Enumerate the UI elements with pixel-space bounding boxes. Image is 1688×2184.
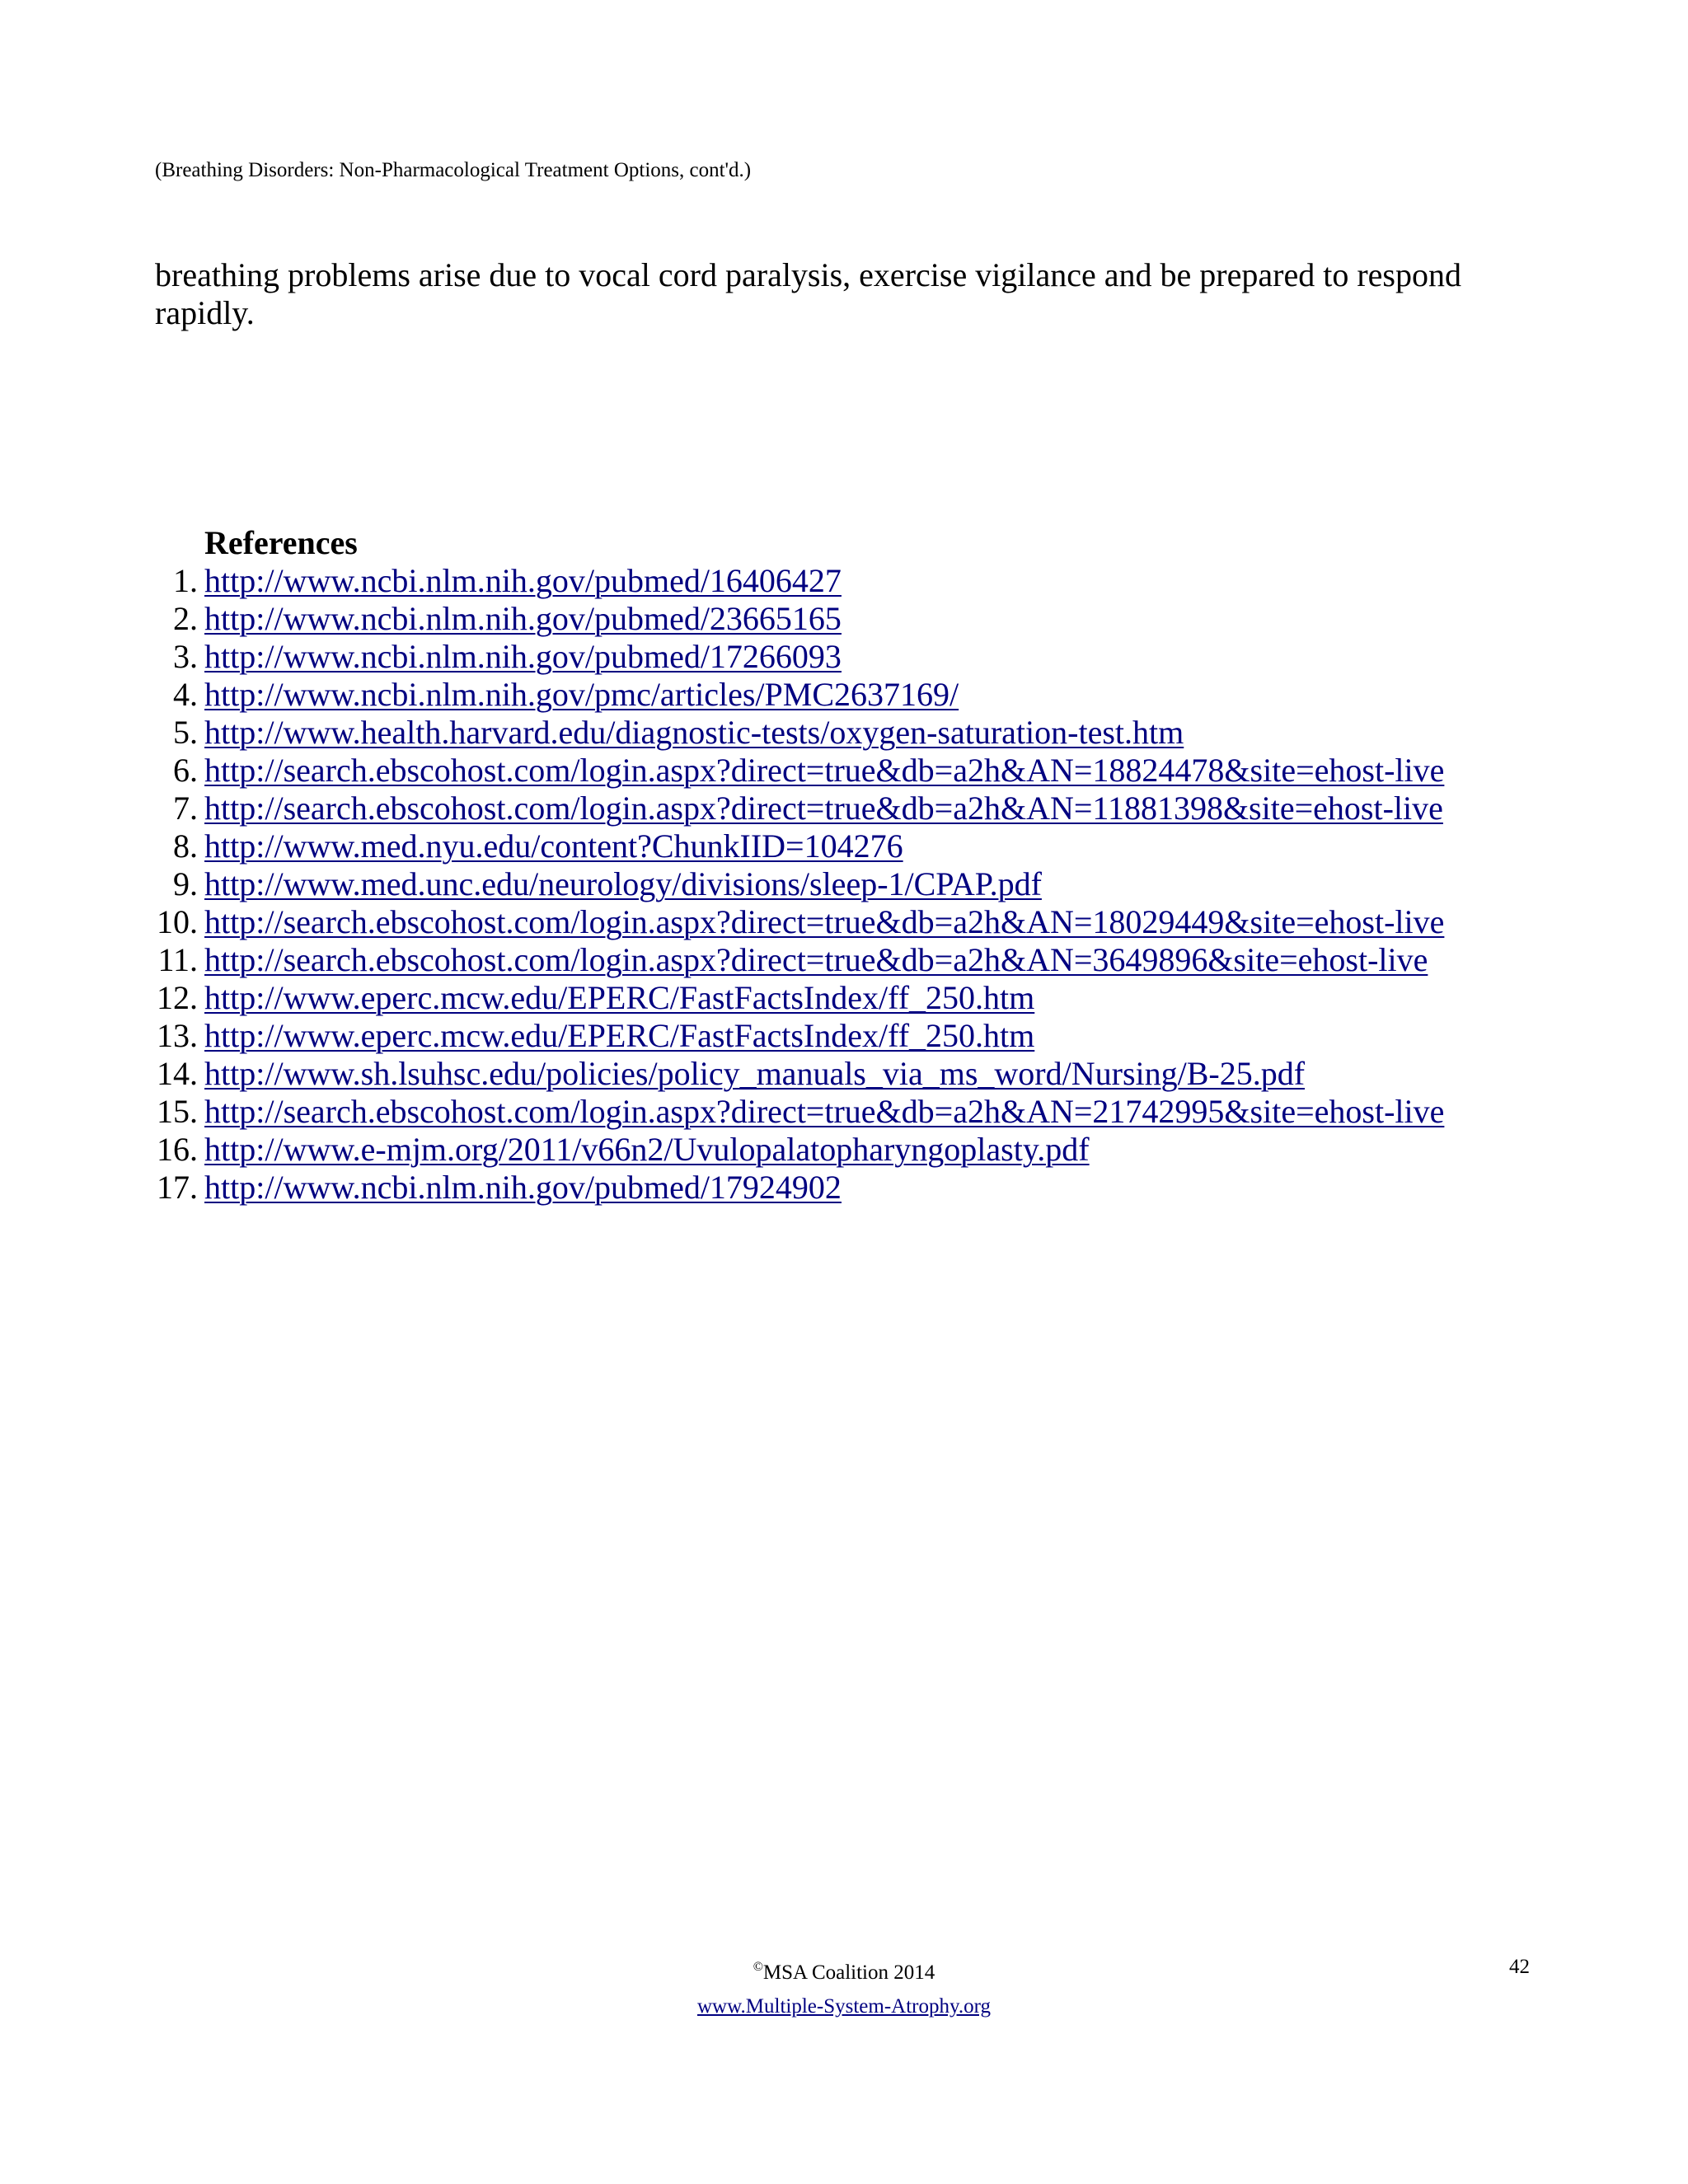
reference-link[interactable]: http://search.ebscohost.com/login.aspx?direct=true&db=a2h&AN=18824478&site=ehost-live xyxy=(204,752,1445,789)
reference-link[interactable]: http://www.ncbi.nlm.nih.gov/pubmed/16406427 xyxy=(204,562,842,599)
reference-link[interactable]: http://www.health.harvard.edu/diagnostic-tests/oxygen-saturation-test.htm xyxy=(204,714,1184,751)
reference-number: 6. xyxy=(173,752,198,789)
reference-link[interactable]: http://search.ebscohost.com/login.aspx?direct=true&db=a2h&AN=11881398&site=ehost-live xyxy=(204,790,1443,827)
reference-number: 15. xyxy=(157,1093,198,1130)
reference-link[interactable]: http://www.ncbi.nlm.nih.gov/pubmed/17266093 xyxy=(204,638,842,675)
reference-number: 2. xyxy=(173,600,198,637)
reference-link[interactable]: http://www.sh.lsuhsc.edu/policies/policy_manuals_via_ms_word/Nursing/B-25.pdf xyxy=(204,1055,1306,1092)
reference-link[interactable]: http://search.ebscohost.com/login.aspx?direct=true&db=a2h&AN=21742995&site=ehost-live xyxy=(204,1093,1445,1130)
reference-link[interactable]: http://www.eperc.mcw.edu/EPERC/FastFactsIndex/ff_250.htm xyxy=(204,979,1035,1016)
reference-number: 13. xyxy=(157,1017,198,1054)
reference-link[interactable]: http://www.ncbi.nlm.nih.gov/pmc/articles/PMC2637169/ xyxy=(204,676,959,713)
website-link[interactable]: www.Multiple-System-Atrophy.org xyxy=(697,1995,991,2018)
copyright-text: MSA Coalition 2014 xyxy=(762,1961,935,1984)
reference-number: 12. xyxy=(157,979,198,1016)
body-paragraph: breathing problems arise due to vocal cord paralysis, exercise vigilance and be prepared to respond rapidly. xyxy=(155,256,1461,331)
reference-number: 8. xyxy=(173,827,198,865)
reference-number: 10. xyxy=(157,903,198,940)
reference-number: 11. xyxy=(157,941,198,978)
reference-link[interactable]: http://search.ebscohost.com/login.aspx?direct=true&db=a2h&AN=3649896&site=ehost-live xyxy=(204,941,1428,978)
reference-link[interactable]: http://search.ebscohost.com/login.aspx?direct=true&db=a2h&AN=18029449&site=ehost-live xyxy=(204,903,1445,940)
reference-link[interactable]: http://www.med.unc.edu/neurology/divisions/sleep-1/CPAP.pdf xyxy=(204,865,1042,902)
reference-number: 9. xyxy=(173,865,198,902)
reference-number: 4. xyxy=(173,676,198,713)
reference-number: 14. xyxy=(157,1055,198,1092)
footer-website xyxy=(0,1994,1688,2019)
reference-link[interactable]: http://www.eperc.mcw.edu/EPERC/FastFactsIndex/ff_250.htm xyxy=(204,1017,1035,1054)
reference-number: 5. xyxy=(173,714,198,751)
reference-link[interactable]: http://www.e-mjm.org/2011/v66n2/Uvulopalatopharyngoplasty.pdf xyxy=(204,1131,1090,1168)
reference-number: 16. xyxy=(157,1131,198,1168)
copyright-symbol: © xyxy=(753,1960,763,1974)
reference-link[interactable]: http://www.ncbi.nlm.nih.gov/pubmed/17924902 xyxy=(204,1169,842,1206)
page-number: 42 xyxy=(1509,1956,1530,1978)
footer-copyright xyxy=(0,1955,1688,1985)
reference-number: 7. xyxy=(173,790,198,827)
references-heading: References xyxy=(204,524,358,561)
reference-number: 1. xyxy=(173,562,198,599)
reference-link[interactable]: http://www.med.nyu.edu/content?ChunkIID=104276 xyxy=(204,827,903,865)
reference-number: 17. xyxy=(157,1169,198,1206)
reference-number: 3. xyxy=(173,638,198,675)
running-header: (Breathing Disorders: Non-Pharmacological Treatment Options, cont'd.) xyxy=(155,159,752,181)
reference-link[interactable]: http://www.ncbi.nlm.nih.gov/pubmed/23665165 xyxy=(204,600,842,637)
